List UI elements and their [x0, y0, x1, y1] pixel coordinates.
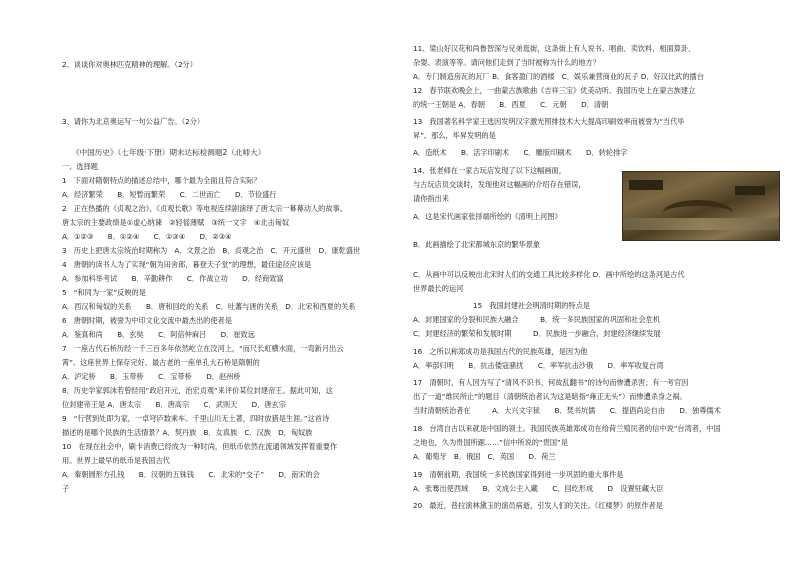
question-line: A．葡萄牙 B．俄国 C．英国 D．荷兰	[413, 452, 556, 461]
question-line: 13 我国著名科学家王选因发明汉字激光照排技术大大提高印刷效率而被誉为“当代毕	[413, 117, 685, 126]
question-line: A．专门制造房瓦的瓦厂 B．食客盈门的酒楼 C．娱乐兼营商业的瓦子 D．好汉比武的擂台	[413, 72, 704, 81]
question-line: 之地也，久为贵国所踞……”信中所说的“贵国”是	[413, 438, 568, 447]
question-line: 唐太宗的主要政绩是①虚心纳谏 ②轻徭薄赋 ③统一文字 ④北击匈奴	[62, 218, 290, 227]
question-line: 子	[62, 484, 70, 493]
question-line: 9 “行营到处即为家，一卓穹庐数乘车。千里山川无土著，四时放猎是生涯。”这首诗	[62, 414, 330, 423]
question-line: 的统一王朝是 A．春朝 B．西夏 C．元朝 D．清朝	[413, 100, 609, 109]
exam-title: 《中国历史》（七年级·下册）期末达标检测题2（北师大）	[72, 148, 266, 157]
question-line: A．西汉和匈奴的关系 B．唐和回纥的关系 C．吐蕃与唐的关系 D．北宋和西夏的关系	[62, 302, 356, 311]
qingming-painting-image	[622, 171, 780, 241]
question-line: 10 在现在社会中，刷卡消费已经成为一种时尚，但纸币依然在流通领域发挥着重要作	[62, 442, 338, 451]
question-line: A．泸定桥 B．玉带桥 C．宝带桥 D．赵州桥	[62, 372, 241, 381]
question-line: 4 唐朝的读书人为了实现“朝为田舍郎，暮登天子堂”的理想，最佳途径应该是	[62, 260, 312, 269]
question-line: 8．历史学家郭沫若曾经用“政启开元，治宏贞观”来评价某位封建帝王。据此可知，这	[62, 386, 333, 395]
question-line: A．①②③ B．①②④ C．①③④ D．②③④	[62, 232, 232, 241]
question-line: C．从画中可以反映出北宋时人们的交通工具比较多样化 D．画中所绘的这条河是古代	[413, 270, 685, 279]
question-line: 3 历史上把唐太宗统治时期称为 A．文景之治 B．贞观之治 C．开元盛世 D．康乾盛世	[62, 246, 361, 255]
question-line: A．造纸术 B．活字印刷术 C．雕版印刷术 D．转轮排字	[413, 148, 628, 157]
question-line: A．率部归明 B．抗击倭寇骚扰 C．率军抗击沙俄 D．率军收复台湾	[413, 361, 664, 370]
question-line: 7 一座古代石桥历经一千三百多年依然屹立在洨河上，“而尺长虹横水面，一弯新月出云	[62, 344, 344, 353]
question-line: 15 我国封建社会明清时期的特点是	[473, 301, 590, 310]
question-line: 5 “和同为一家”反映的是	[62, 288, 146, 297]
question-line: 请你指出来	[413, 194, 449, 203]
question-line: 出了一道“维民所止”的题目（清朝统治者认为这是暗指“雍正无头”）而惨遭杀身之祸。	[413, 392, 687, 401]
question-line: 当时清朝统治者在 A．大兴文字狱 B．焚书坑儒 C．提倡尚论自由 D．独尊儒术	[413, 406, 721, 415]
question-line: A．秦朝圆形方孔钱 B．汉朝的五铢钱 C．北宋的“交子” D．南宋的会	[62, 470, 320, 479]
question-line: B．此画描绘了北宋都城东京的繁华景象	[413, 240, 541, 249]
question-line: A．张骞出使西域 B．文成公主入藏 C．回纥形成 D 设置驻藏大臣	[413, 484, 664, 493]
question-line: A．鉴真和尚 B．玄奘 C．阿倍仲麻吕 D．崔致远	[62, 330, 255, 339]
question-line: 11、梁山好汉花和尚鲁智深与兄弟逛街，这条街上有人说书、唱曲、卖饮料，相面算卦、	[413, 44, 696, 53]
question-line: C．封建经济的繁荣和发展时期 D．民族进一步融合，封建经济继续发展	[413, 329, 661, 338]
question-line: 12 春节联欢晚会上，一曲蒙古族歌曲《吉祥三宝》优美动听。我国历史上在蒙古族建立	[413, 86, 696, 95]
essay-question-2: 2、谈谈你对奥林匹克精神的理解。（2分）	[62, 60, 197, 69]
question-line: 20 最近，普拉演林黛玉的演员病逝，引发人们的关注。《红楼梦》的原作者是	[413, 501, 663, 510]
question-line: A．经济繁荣 B．短暂而繁荣 C．二世而亡 D．节俭盛行	[62, 190, 277, 199]
question-line: 昇”。那么，毕昇发明的是	[413, 131, 496, 140]
question-line: 描述的是哪个民族的生活情景？A．契丹族 B．女真族 C．汉族 D．匈奴族	[62, 428, 313, 437]
question-line: 世界最长的运河	[413, 284, 464, 293]
question-line: A．封建国家的分裂和民族大融合 B．统一多民族国家的巩固和社会危机	[413, 315, 661, 324]
question-line: 17 清朝时，有人因为写了“清风不识书，何故乱翻书”的诗句而惨遭杀害；有一考官因	[413, 378, 689, 387]
question-line: 16 之所以称郑成功是我国古代的民族英雄，是因为他	[413, 347, 588, 356]
question-line: 14、张老师在一家古玩店发现了以下这幅画面，	[413, 166, 566, 175]
question-line: A．这是宋代画家张择端所绘的《清明上河图》	[413, 212, 562, 221]
question-line: 杂耍、表演等等。请问他们走到了当时被称为什么的地方？	[413, 58, 600, 67]
essay-question-3: 3、请你为北京奥运写一句公益广告。（2分）	[62, 117, 205, 126]
section-heading: 一、选择题	[62, 162, 98, 171]
painting-roof	[735, 186, 765, 195]
painting-roof	[629, 180, 663, 190]
question-line: 18 台湾自古以来就是中国的领土。我国民族英雄郑成功在给荷兰殖民者的信中说“台湾者，中国	[413, 424, 721, 433]
question-line: A．参加科举考试 B．辛勤耕作 C．作战立功 D．经商致富	[62, 274, 284, 283]
painting-river	[623, 218, 779, 230]
question-line: 19 清朝前期，我国统一多民族国家得到进一步巩固的重大事件是	[413, 470, 624, 479]
question-line: 用。世界上最早的纸币是我国古代	[62, 456, 170, 465]
question-line: 位封建帝王是 A．唐太宗 B．唐高宗 C．武则天 D．唐玄宗	[62, 400, 286, 409]
question-line: 与古玩店员交谈时，发现他对这幅画的介绍存在错误，	[413, 180, 586, 189]
question-line: 2 正在热播的《贞观之治》、《贞观长歌》等电视连续剧演绎了唐太宗一幕幕动人的故事。	[62, 204, 347, 213]
question-line: 1 下面对隋朝特点的描述总结中，哪个最为全面且符合实际？	[62, 176, 261, 185]
question-line: 霄”。这座世界上保存完好、最古老的一座单孔大石桥是隋朝的	[62, 358, 260, 367]
question-line: 6 唐朝时期，被誉为中印文化交流中最杰出的使者是	[62, 316, 232, 325]
